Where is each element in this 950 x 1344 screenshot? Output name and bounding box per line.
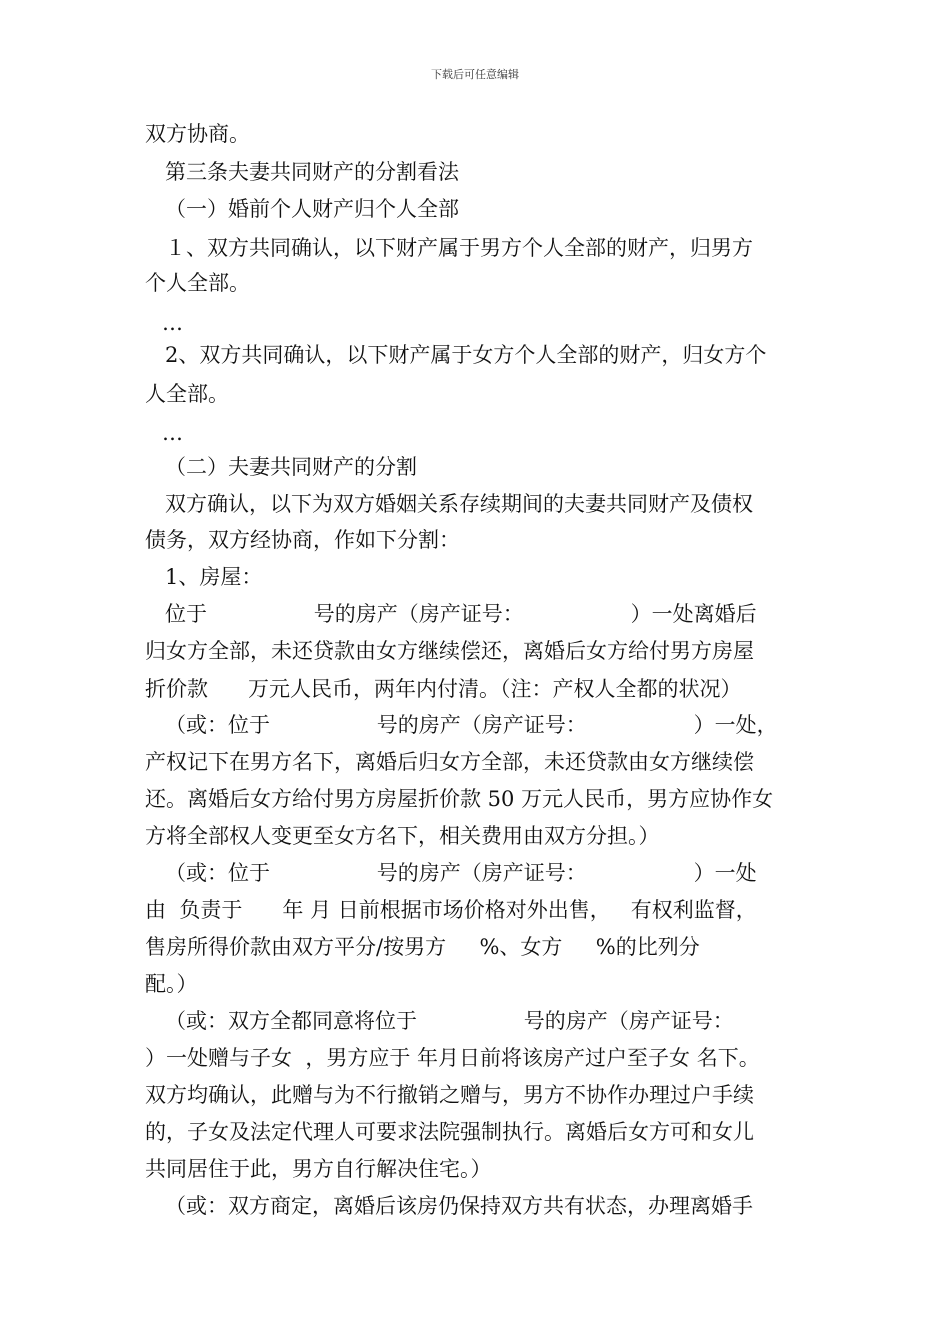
text-line: 共同居住于此，男方自行解决住宅。） xyxy=(145,1157,492,1181)
text-line: 归女方全部，未还贷款由女方继续偿还，离婚后女方给付男方房屋 xyxy=(145,639,754,663)
text-line: 双方协商。 xyxy=(145,122,250,146)
text-line: 1、房屋： xyxy=(165,565,263,589)
text-line: 产权记下在男方名下，离婚后归女方全部，未还贷款由女方继续偿 xyxy=(145,750,754,774)
text-line: ）一处赠与子女 ，男方应于 年月日前将该房产过户至子女 名下。 xyxy=(145,1046,760,1070)
text-line: 双方均确认，此赠与为不行撤销之赠与，男方不协作办理过户手续 xyxy=(145,1083,754,1107)
text-line: （一）婚前个人财产归个人全部 xyxy=(165,197,459,221)
text-line: … xyxy=(162,421,183,445)
text-line: （或：位于 号的房产（房产证号： ）一处， xyxy=(165,713,778,737)
text-line: （或：双方全都同意将位于 号的房产（房产证号： xyxy=(165,1009,734,1033)
text-line: 配。） xyxy=(145,972,198,996)
text-line: 的，子女及法定代理人可要求法院强制执行。离婚后女方可和女儿 xyxy=(145,1120,754,1144)
text-line: （或：位于 号的房产（房产证号： ）一处 xyxy=(165,861,757,885)
text-line: 个人全部。 xyxy=(145,271,250,295)
text-line: 位于 号的房产（房产证号： ）一处离婚后 xyxy=(165,602,757,626)
text-line: 还。离婚后女方给付男方房屋折价款 50 万元人民币，男方应协作女 xyxy=(145,787,774,811)
text-line: １、双方共同确认，以下财产属于男方个人全部的财产，归男方 xyxy=(165,236,753,260)
page-header: 下载后可任意编辑 xyxy=(431,68,519,81)
text-line: 双方确认，以下为双方婚姻关系存续期间的夫妻共同财产及债权 xyxy=(165,492,753,516)
text-line: 方将全部权人变更至女方名下，相关费用由双方分担。） xyxy=(145,824,660,848)
text-line: （或：双方商定，离婚后该房仍保持双方共有状态，办理离婚手 xyxy=(165,1194,753,1218)
text-line: 2、双方共同确认，以下财产属于女方个人全部的财产，归女方个 xyxy=(165,343,767,367)
text-line: … xyxy=(162,311,183,335)
text-line: （二）夫妻共同财产的分割 xyxy=(165,455,417,479)
text-line: 售房所得价款由双方平分/按男方 %、女方 %的比列分 xyxy=(145,935,700,959)
text-line: 人全部。 xyxy=(145,382,229,406)
text-line: 第三条夫妻共同财产的分割看法 xyxy=(165,160,459,184)
text-line: 债务，双方经协商，作如下分割： xyxy=(145,528,460,552)
text-line: 折价款 万元人民币，两年内付清。（注：产权人全都的状况） xyxy=(145,677,742,701)
text-line: 由 负责于 年 月 日前根据市场价格对外出售， 有权利监督， xyxy=(145,898,757,922)
